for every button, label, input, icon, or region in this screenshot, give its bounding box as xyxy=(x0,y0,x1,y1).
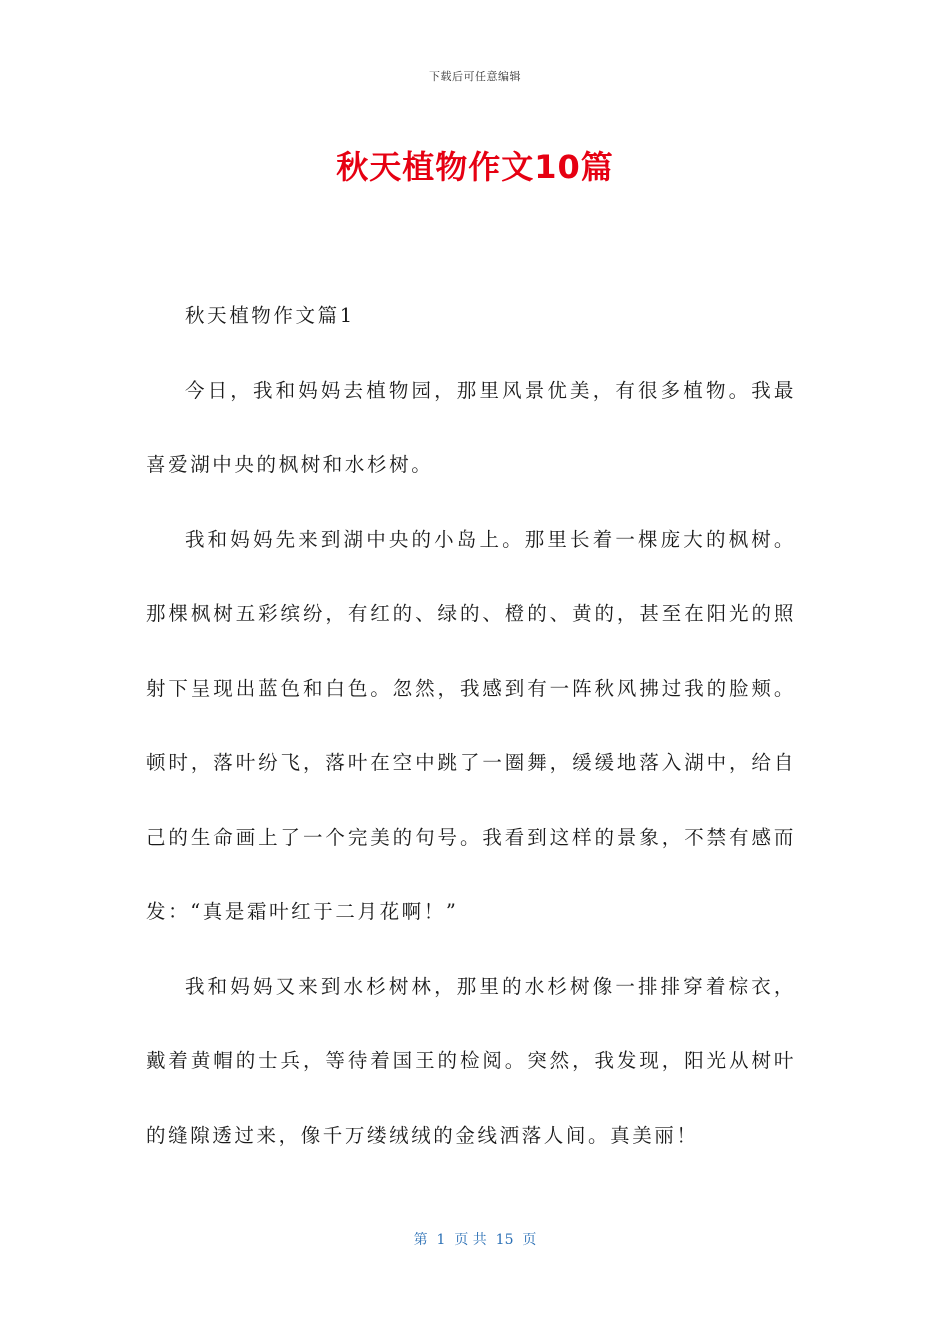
document-body xyxy=(146,279,796,1173)
paragraph: 今日，我和妈妈去植物园，那里风景优美，有很多植物。我最喜爱湖中央的枫树和水杉树。 xyxy=(146,378,796,476)
paragraph: 我和妈妈先来到湖中央的小岛上。那里长着一棵庞大的枫树。那棵枫树五彩缤纷，有红的、绿的、橙的、黄的，甚至在阳光的照射下呈现出蓝色和白色。忽然，我感到有一阵秋风拂过我的脸颊。顿时，落叶纷飞，落叶在空中跳了一圈舞，缓缓地落入湖中，给自己的生命画上了一个完美的句号。我看到这样的景象，不禁有感而发：“真是霜叶红于二月花啊！” xyxy=(146,527,796,923)
header-note: 下载后可任意编辑 xyxy=(429,70,521,83)
page-footer: 第 1 页 共 15 页 xyxy=(413,1232,537,1248)
paragraph: 我和妈妈又来到水杉树林，那里的水杉树像一排排穿着棕衣，戴着黄帽的士兵，等待着国王的检阅。突然，我发现，阳光从树叶的缝隙透过来，像千万缕绒绒的金线洒落人间。真美丽！ xyxy=(146,974,796,1147)
section-heading: 秋天植物作文篇1 xyxy=(185,304,355,327)
document-title: 秋天植物作文10篇 xyxy=(336,148,614,186)
